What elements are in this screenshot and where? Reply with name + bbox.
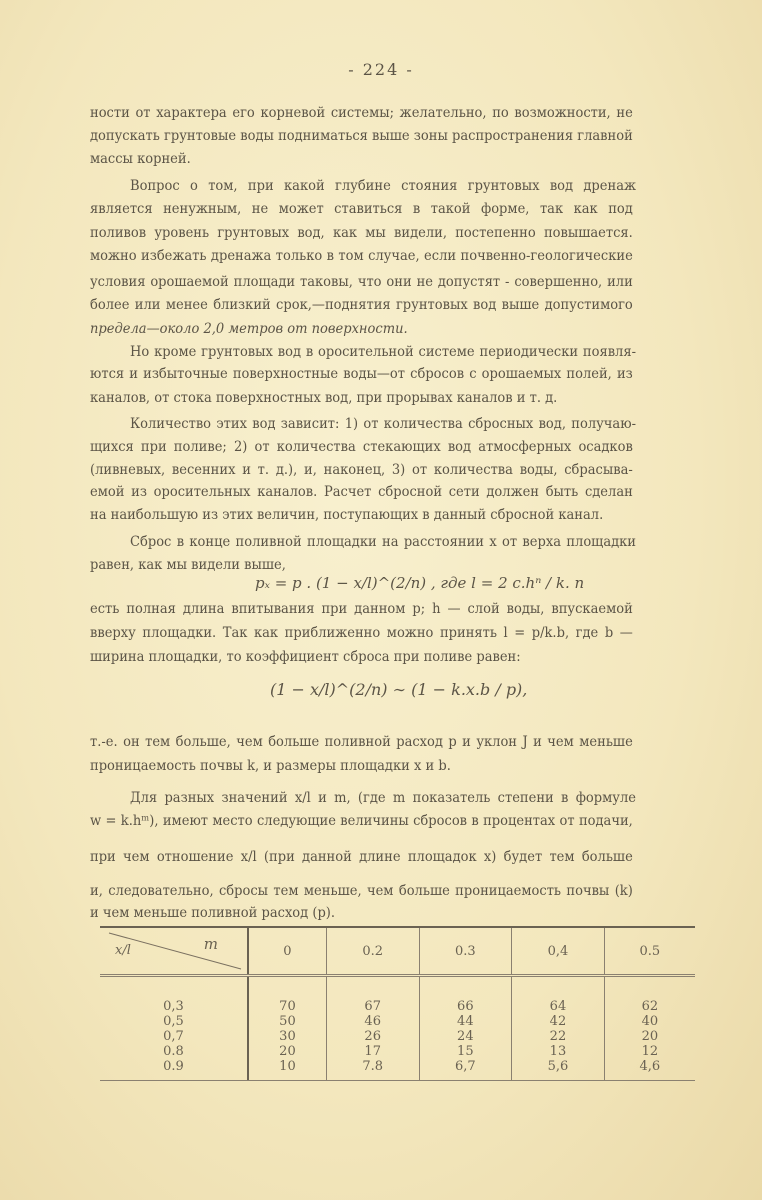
text-line: Количество этих вод зависит: 1) от количества сбросных вод, получаю- — [130, 416, 636, 432]
table-cell: 50 — [279, 1014, 296, 1029]
table-cell: 64 — [549, 999, 567, 1014]
text-line: и, следовательно, сбросы тем меньше, чем больше проницаемость почвы (k) — [90, 883, 633, 899]
corner-col-label: m — [203, 935, 218, 953]
formula-discharge: pₓ = p . (1 − x/l)^(2/n) , где l = 2 c.hⁿ / k. n — [255, 574, 585, 592]
text-line: ширина площадки, то коэффициент сброса при поливе равен: — [90, 649, 521, 665]
column-header-m: 0 — [248, 928, 326, 976]
row-label-x-over-l: 0.9 — [163, 1059, 184, 1074]
text-line: w = k.hᵐ), имеют место следующие величины сбросов в процентах от подачи, — [90, 813, 633, 829]
row-label-x-over-l: 0,3 — [163, 999, 184, 1014]
table-cell: 5,6 — [547, 1059, 569, 1074]
text-line: каналов, от стока поверхностных вод, при прорывах каналов и т. д. — [90, 390, 558, 406]
text-line: является ненужным, не может ставиться в такой форме, так как под — [90, 201, 633, 217]
row-labels-cell — [100, 976, 248, 1081]
table-cell: 66 — [457, 999, 474, 1014]
text-line: ются и избыточные поверхностные воды—от сбросов с орошаемых полей, из — [90, 366, 633, 382]
text-line: и чем меньше поливной расход (p). — [90, 905, 336, 921]
text-line: проницаемость почвы k, и размеры площадки x и b. — [90, 758, 451, 774]
column-header-m: 0.3 — [419, 928, 512, 976]
text-line: равен, как мы видели выше, — [90, 557, 286, 573]
text-line: условия орошаемой площади таковы, что они не допустят - совершенно, или — [90, 274, 633, 290]
table-cell: 44 — [457, 1014, 474, 1029]
table-cell: 13 — [549, 1044, 567, 1059]
table-cell: 17 — [364, 1044, 381, 1059]
table-cell: 4,6 — [639, 1059, 661, 1074]
value-column — [326, 976, 419, 1081]
discharge-table — [100, 928, 695, 1080]
text-line: вверху площадки. Так как приближенно можно принять l = p/k.b, где b — — [90, 625, 633, 641]
row-label-x-over-l: 0.8 — [163, 1044, 184, 1059]
page-number: - 224 - — [348, 60, 414, 79]
table-cell: 6,7 — [454, 1059, 476, 1074]
column-header-m: 0,4 — [512, 928, 605, 976]
corner-cell — [100, 928, 248, 976]
value-column — [604, 976, 695, 1081]
column-header-m: 0.2 — [326, 928, 419, 976]
table-cell: 26 — [364, 1029, 381, 1044]
table-cell: 67 — [364, 999, 381, 1014]
text-line: ности от характера его корневой системы; желательно, по возможности, не — [90, 105, 633, 121]
value-column — [419, 976, 512, 1081]
table-cell: 12 — [641, 1044, 659, 1059]
table-cell: 30 — [279, 1029, 296, 1044]
table-cell: 20 — [641, 1029, 659, 1044]
row-label-x-over-l: 0,7 — [163, 1029, 184, 1044]
text-line: есть полная длина впитывания при данном p; h — слой воды, впускаемой — [90, 601, 633, 617]
table-cell: 62 — [641, 999, 659, 1014]
text-line: массы корней. — [90, 151, 191, 167]
corner-row-label: x/l — [115, 943, 131, 958]
text-line: Сброс в конце поливной площадки на расстоянии x от верха площадки — [130, 534, 636, 550]
text-line: Для разных значений x/l и m, (где m показатель степени в формуле — [130, 790, 636, 806]
row-label-x-over-l: 0,5 — [163, 1014, 184, 1029]
text-line: емой из оросительных каналов. Расчет сбросной сети должен быть сделан — [90, 484, 633, 500]
table-bottom-rule — [100, 1080, 695, 1081]
text-line: щихся при поливе; 2) от количества стекающих вод атмосферных осадков — [90, 439, 633, 455]
table-cell: 15 — [457, 1044, 474, 1059]
table-cell: 46 — [364, 1014, 381, 1029]
text-line: поливов уровень грунтовых вод, как мы видели, постепенно повышается. — [90, 225, 633, 241]
table-cell: 24 — [457, 1029, 474, 1044]
text-line: т.-е. он тем больше, чем больше поливной расход p и уклон J и чем меньше — [90, 734, 633, 750]
text-line: Но кроме грунтовых вод в оросительной системе периодически появля- — [130, 344, 636, 360]
table-cell: 10 — [279, 1059, 296, 1074]
text-line: допускать грунтовые воды подниматься выше зоны распространения главной — [90, 128, 633, 144]
text-line: при чем отношение x/l (при данной длине площадок x) будет тем больше — [90, 849, 633, 865]
text-line: можно избежать дренажа только в том случае, если почвенно-геологические — [90, 248, 633, 264]
formula-coefficient: (1 − x/l)^(2/n) ∼ (1 − k.x.b / p), — [270, 680, 528, 699]
text-line: Вопрос о том, при какой глубине стояния грунтовых вод дренаж — [130, 178, 636, 194]
table-cell: 7.8 — [362, 1059, 384, 1074]
text-line: более или менее близкий срок,—поднятия грунтовых вод выше допустимого — [90, 297, 633, 313]
text-line: предела—около 2,0 метров от поверхности. — [90, 321, 408, 337]
text-line: (ливневых, весенних и т. д.), и, наконец, 3) от количества воды, сбрасыва- — [90, 462, 633, 478]
table-cell: 22 — [549, 1029, 567, 1044]
table-cell: 40 — [641, 1014, 659, 1029]
value-column — [512, 976, 605, 1081]
value-column — [248, 976, 326, 1081]
column-header-m: 0.5 — [604, 928, 695, 976]
text-line: на наибольшую из этих величин, поступающих в данный сбросной канал. — [90, 507, 604, 523]
table-cell: 20 — [279, 1044, 296, 1059]
table-cell: 70 — [279, 999, 296, 1014]
table-cell: 42 — [549, 1014, 567, 1029]
